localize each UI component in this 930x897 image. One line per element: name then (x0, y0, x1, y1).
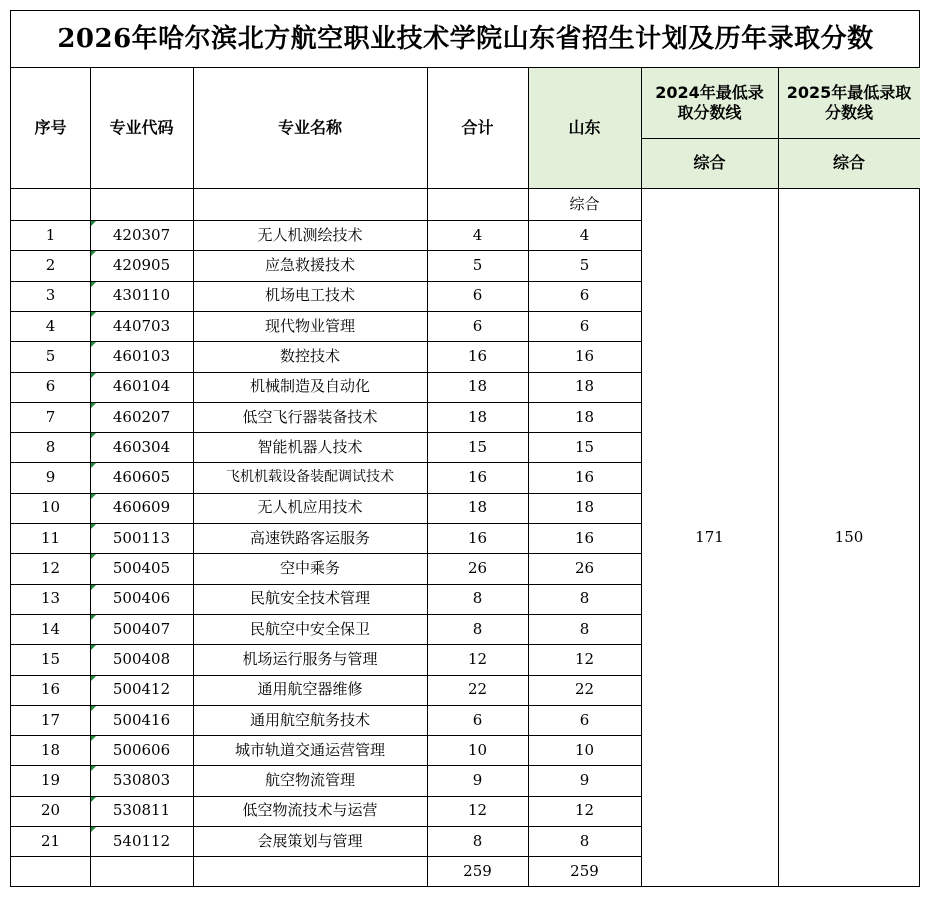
header-code: 专业代码 (109, 117, 174, 137)
row-name: 机场电工技术 (264, 286, 355, 305)
row-seq: 17 (40, 710, 61, 729)
row-province: 8 (579, 831, 590, 850)
row-province: 18 (574, 377, 595, 396)
row-name: 空中乘务 (279, 559, 340, 578)
row-total: 18 (467, 498, 488, 517)
grid-hline (11, 188, 920, 189)
row-name: 民航空中安全保卫 (249, 619, 370, 638)
grid-vline (90, 67, 91, 887)
row-name: 通用航空航务技术 (249, 710, 370, 729)
grid-hline (11, 796, 641, 797)
grid-hline (11, 644, 641, 645)
row-seq: 9 (45, 468, 56, 487)
row-province: 18 (574, 498, 595, 517)
row-name: 机械制造及自动化 (249, 377, 370, 396)
header-category-2024: 综合 (641, 138, 778, 188)
row-name: 机场运行服务与管理 (242, 649, 378, 668)
score-2025: 150 (834, 528, 864, 547)
row-seq: 11 (40, 528, 61, 547)
row-seq: 7 (45, 407, 56, 426)
grid-hline (11, 311, 641, 312)
row-seq: 20 (40, 801, 61, 820)
province-sum: 259 (570, 862, 599, 881)
row-province: 18 (574, 407, 595, 426)
row-province: 8 (579, 619, 590, 638)
row-code: 500606 (112, 740, 171, 759)
row-total: 6 (472, 316, 483, 335)
province-category: 综合 (569, 194, 600, 213)
row-province: 16 (574, 528, 595, 547)
grid-hline (11, 432, 641, 433)
row-total: 16 (467, 346, 488, 365)
grid-hline (11, 735, 641, 736)
row-total: 6 (472, 286, 483, 305)
grid-hline (11, 220, 641, 221)
grid-hline (641, 138, 920, 139)
header-name: 专业名称 (277, 117, 342, 137)
row-name: 智能机器人技术 (257, 437, 363, 456)
cell-flag-icon (91, 373, 96, 378)
row-total: 4 (472, 225, 483, 244)
row-seq: 14 (40, 619, 61, 638)
row-code: 500405 (112, 559, 171, 578)
row-seq: 21 (40, 831, 61, 850)
row-name: 应急救援技术 (264, 256, 355, 275)
row-seq: 6 (45, 377, 56, 396)
row-name: 低空飞行器装备技术 (242, 407, 378, 426)
row-name: 现代物业管理 (264, 316, 355, 335)
row-seq: 8 (45, 437, 56, 456)
row-province: 15 (574, 437, 595, 456)
grid-hline (11, 341, 641, 342)
grid-hline (11, 281, 641, 282)
row-total: 10 (467, 740, 488, 759)
cell-flag-icon (91, 766, 96, 771)
grid-hline (11, 402, 641, 403)
cell-flag-icon (91, 645, 96, 650)
grid-hline (11, 856, 641, 857)
cell-flag-icon (91, 494, 96, 499)
row-code: 460609 (112, 498, 171, 517)
row-total: 12 (467, 649, 488, 668)
grid-vline (427, 67, 428, 887)
cell-flag-icon (91, 706, 96, 711)
row-name: 数控技术 (279, 346, 340, 365)
row-total: 18 (467, 407, 488, 426)
row-code: 420307 (112, 225, 171, 244)
row-code: 460207 (112, 407, 171, 426)
row-code: 530811 (112, 801, 171, 820)
row-code: 460104 (112, 377, 171, 396)
row-name: 无人机测绘技术 (257, 225, 363, 244)
row-seq: 3 (45, 286, 56, 305)
row-code: 540112 (112, 831, 171, 850)
row-province: 9 (579, 771, 590, 790)
row-province: 5 (579, 256, 590, 275)
grid-hline (11, 584, 641, 585)
row-code: 460103 (112, 346, 171, 365)
table-title: 2026年哈尔滨北方航空职业技术学院山东省招生计划及历年录取分数 (57, 23, 874, 54)
grid-hline (11, 705, 641, 706)
row-name: 城市轨道交通运营管理 (234, 740, 385, 759)
row-code: 500412 (112, 680, 171, 699)
row-name: 通用航空器维修 (257, 680, 363, 699)
cell-flag-icon (91, 797, 96, 802)
row-code: 460605 (112, 468, 171, 487)
cell-flag-icon (91, 433, 96, 438)
header-min2024: 2024年最低录取分数线 (655, 82, 764, 122)
row-seq: 4 (45, 316, 56, 335)
row-seq: 2 (45, 256, 56, 275)
row-name: 高速铁路客运服务 (249, 528, 370, 547)
cell-flag-icon (91, 676, 96, 681)
grid-hline (11, 553, 641, 554)
row-code: 430110 (112, 286, 171, 305)
row-total: 8 (472, 619, 483, 638)
cell-flag-icon (91, 554, 96, 559)
row-total: 22 (467, 680, 488, 699)
row-seq: 16 (40, 680, 61, 699)
row-seq: 19 (40, 771, 61, 790)
row-province: 6 (579, 316, 590, 335)
cell-flag-icon (91, 221, 96, 226)
header-category-2025: 综合 (778, 138, 920, 188)
row-name: 飞机机载设备装配调试技术 (226, 468, 394, 485)
row-province: 10 (574, 740, 595, 759)
row-code: 500407 (112, 619, 171, 638)
cell-flag-icon (91, 463, 96, 468)
row-province: 22 (574, 680, 595, 699)
cell-flag-icon (91, 615, 96, 620)
cell-flag-icon (91, 342, 96, 347)
grid-vline (641, 67, 642, 887)
grid-vline (528, 67, 529, 887)
row-name: 航空物流管理 (264, 771, 355, 790)
header-seq: 序号 (34, 117, 67, 137)
total-sum: 259 (463, 862, 492, 881)
row-seq: 1 (45, 225, 56, 244)
row-seq: 15 (40, 649, 61, 668)
row-name: 无人机应用技术 (257, 498, 363, 517)
row-province: 8 (579, 589, 590, 608)
cell-flag-icon (91, 282, 96, 287)
grid-hline (11, 826, 641, 827)
cell-flag-icon (91, 403, 96, 408)
grid-hline (11, 675, 641, 676)
row-total: 15 (467, 437, 488, 456)
row-total: 8 (472, 831, 483, 850)
row-name: 民航安全技术管理 (249, 589, 370, 608)
header-province: 山东 (528, 67, 641, 188)
row-code: 500408 (112, 649, 171, 668)
row-code: 460304 (112, 437, 171, 456)
row-code: 440703 (112, 316, 171, 335)
row-province: 12 (574, 649, 595, 668)
cell-flag-icon (91, 736, 96, 741)
admission-table (10, 10, 920, 887)
row-province: 26 (574, 559, 595, 578)
row-total: 16 (467, 468, 488, 487)
row-code: 530803 (112, 771, 171, 790)
row-seq: 18 (40, 740, 61, 759)
row-total: 16 (467, 528, 488, 547)
grid-hline (11, 67, 920, 68)
cell-flag-icon (91, 585, 96, 590)
row-seq: 10 (40, 498, 61, 517)
cell-flag-icon (91, 524, 96, 529)
grid-hline (11, 372, 641, 373)
row-total: 18 (467, 377, 488, 396)
grid-hline (11, 493, 641, 494)
grid-vline (778, 67, 779, 887)
cell-flag-icon (91, 251, 96, 256)
row-name: 会展策划与管理 (257, 831, 363, 850)
cell-flag-icon (91, 312, 96, 317)
row-province: 4 (579, 225, 590, 244)
grid-hline (11, 614, 641, 615)
row-total: 12 (467, 801, 488, 820)
row-total: 8 (472, 589, 483, 608)
row-code: 500113 (112, 528, 171, 547)
grid-hline (11, 250, 641, 251)
row-province: 12 (574, 801, 595, 820)
row-total: 26 (467, 559, 488, 578)
row-province: 16 (574, 468, 595, 487)
row-province: 16 (574, 346, 595, 365)
row-code: 500406 (112, 589, 171, 608)
row-total: 5 (472, 256, 483, 275)
score-2024: 171 (695, 528, 724, 547)
row-province: 6 (579, 286, 590, 305)
header-min2025: 2025年最低录取分数线 (786, 82, 912, 122)
row-code: 420905 (112, 256, 171, 275)
grid-hline (11, 765, 641, 766)
row-name: 低空物流技术与运营 (242, 801, 378, 820)
header-total: 合计 (461, 117, 494, 137)
row-seq: 5 (45, 346, 56, 365)
row-province: 6 (579, 710, 590, 729)
row-seq: 13 (40, 589, 61, 608)
row-total: 9 (472, 771, 483, 790)
grid-vline (193, 67, 194, 887)
grid-hline (11, 462, 641, 463)
row-seq: 12 (40, 559, 61, 578)
grid-hline (11, 523, 641, 524)
row-total: 6 (472, 710, 483, 729)
row-code: 500416 (112, 710, 171, 729)
cell-flag-icon (91, 827, 96, 832)
